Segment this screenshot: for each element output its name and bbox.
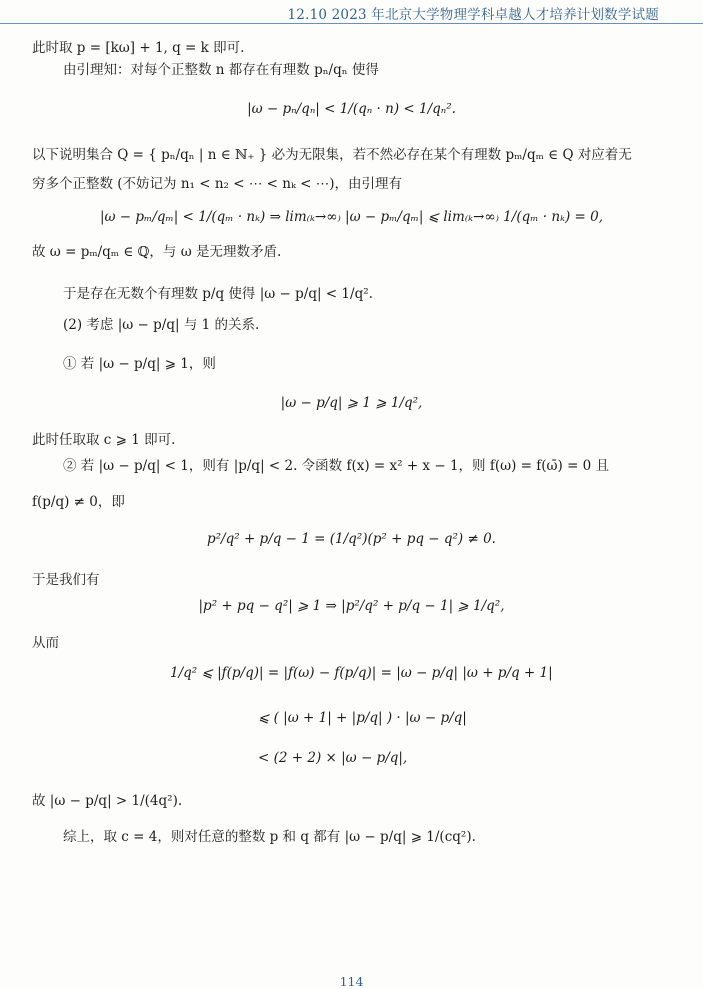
text-line: 于是存在无数个有理数 p/q 使得 |ω − p/q| < 1/q².	[63, 286, 373, 302]
text-line: f(p/q) ≠ 0，即	[32, 494, 125, 510]
text-line: 此时任取取 c ⩾ 1 即可.	[32, 432, 176, 448]
text-line: 于是我们有	[32, 572, 100, 588]
math-display: |ω − p/q| ⩾ 1 ⩾ 1/q²,	[280, 395, 423, 411]
math-display: |ω − pₙ/qₙ| < 1/(qₙ · n) < 1/qₙ².	[247, 101, 456, 117]
page-number: 114	[339, 974, 364, 989]
text-line: ① 若 |ω − p/q| ⩾ 1，则	[63, 356, 216, 372]
text-line: 穷多个正整数 (不妨记为 n₁ < n₂ < ⋯ < nₖ < ⋯)，由引理有	[32, 176, 403, 192]
header-rule	[0, 23, 703, 24]
text-line: 此时取 p = [kω] + 1, q = k 即可.	[32, 40, 245, 56]
text-line: 从而	[32, 635, 59, 651]
text-line: 综上，取 c = 4，则对任意的整数 p 和 q 都有 |ω − p/q| ⩾ 1/(cq²).	[63, 829, 476, 845]
math-display: < (2 + 2) × |ω − p/q|,	[258, 750, 408, 766]
text-line: ② 若 |ω − p/q| < 1，则有 |p/q| < 2. 令函数 f(x) = x² + x − 1，则 f(ω) = f(ω̄) = 0 且	[63, 458, 610, 474]
math-display: ⩽ ( |ω + 1| + |p/q| ) · |ω − p/q|	[258, 710, 467, 726]
math-display: 1/q² ⩽ |f(p/q)| = |f(ω) − f(p/q)| = |ω − p/q| |ω + p/q + 1|	[170, 665, 553, 681]
text-line: 故 ω = pₘ/qₘ ∈ ℚ，与 ω 是无理数矛盾.	[32, 244, 282, 260]
math-display: p²/q² + p/q − 1 = (1/q²)(p² + pq − q²) ≠ 0.	[207, 531, 496, 547]
text-line: 以下说明集合 Q = { pₙ/qₙ | n ∈ ℕ₊ } 必为无限集，若不然必存在某个有理数 pₘ/qₘ ∈ Q 对应着无	[32, 147, 632, 163]
text-line: (2) 考虑 |ω − p/q| 与 1 的关系.	[63, 317, 260, 333]
text-line: 故 |ω − p/q| > 1/(4q²).	[32, 793, 183, 809]
text-line: 由引理知：对每个正整数 n 都存在有理数 pₙ/qₙ 使得	[63, 62, 379, 78]
header-title: 12.10 2023 年北京大学物理学科卓越人才培养计划数学试题	[287, 7, 659, 23]
math-display: |p² + pq − q²| ⩾ 1 ⇒ |p²/q² + p/q − 1| ⩾ 1/q²,	[198, 598, 505, 614]
math-display: |ω − pₘ/qₘ| < 1/(qₘ · nₖ) ⇒ lim₍ₖ→∞₎ |ω − pₘ/qₘ| ⩽ lim₍ₖ→∞₎ 1/(qₘ · nₖ) = 0,	[99, 209, 604, 225]
running-header	[0, 3, 703, 23]
